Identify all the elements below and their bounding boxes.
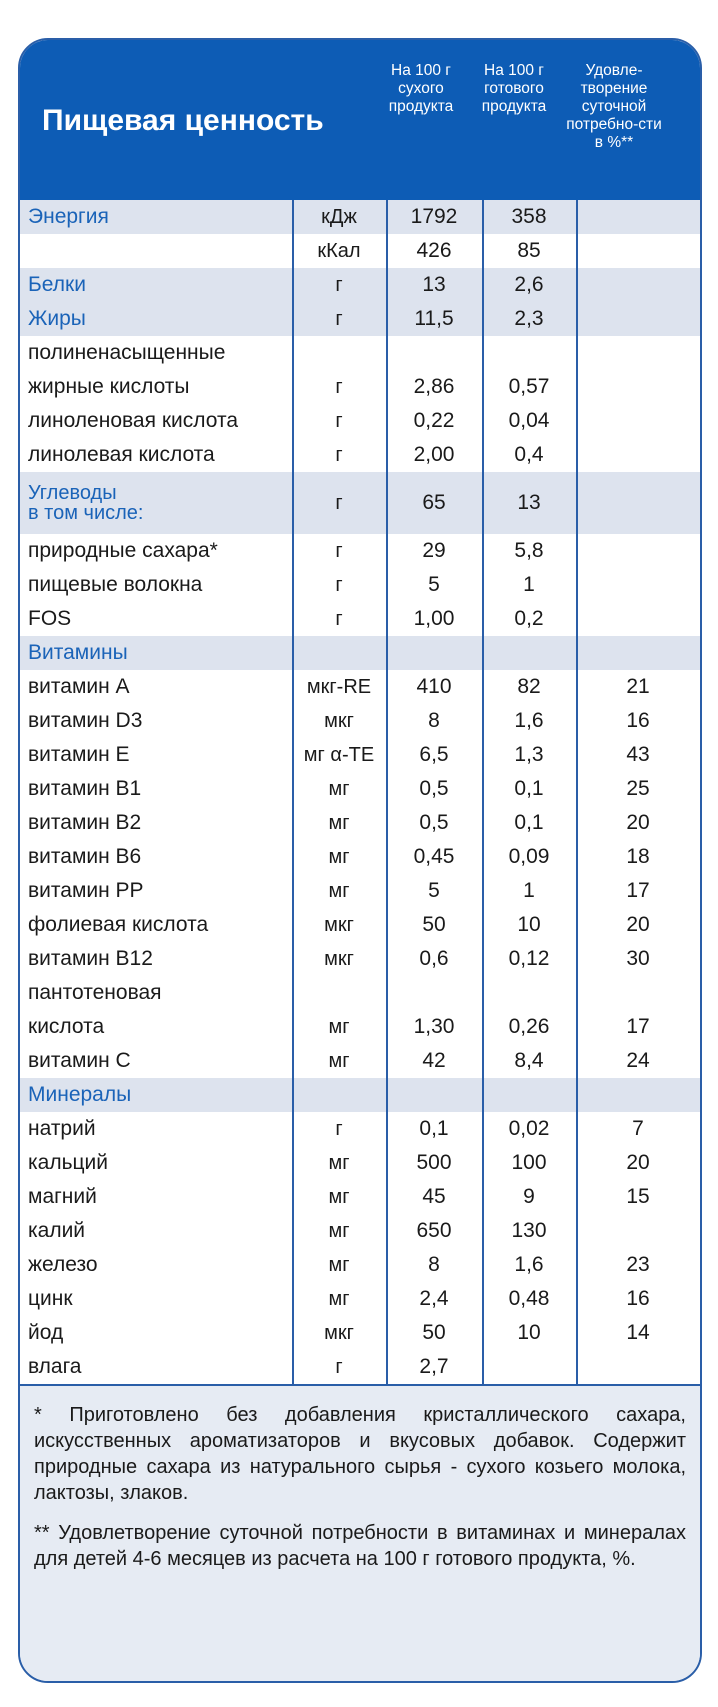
unit-cell: мкг [324, 947, 354, 970]
daily-pct-cell [576, 438, 700, 472]
column-header-ready: На 100 г готового продукта [481, 62, 547, 115]
dry-value-cell: 1,30 [413, 1015, 455, 1038]
nutrient-name: Минералы [28, 1083, 132, 1106]
ready-value-cell: 82 [517, 675, 541, 698]
ready-value-cell: 9 [523, 1185, 535, 1208]
nutrient-name: фолиевая кислота [28, 913, 209, 936]
dry-value-cell: 650 [416, 1219, 452, 1242]
nutrition-table [20, 200, 700, 1384]
daily-pct-cell: 23 [626, 1253, 650, 1276]
dry-value-cell: 50 [422, 1321, 446, 1344]
dry-value-cell: 410 [416, 675, 452, 698]
nutrient-name: натрий [28, 1117, 96, 1140]
nutrient-name: кислота [28, 1015, 105, 1038]
daily-pct-cell [576, 602, 700, 636]
dry-value-cell [386, 636, 482, 670]
column-header-daily-pct: Удовле-творение суточной потребно-сти в %** [566, 62, 662, 151]
daily-pct-cell [576, 568, 700, 602]
dry-value-cell: 5 [428, 573, 440, 596]
table-row [20, 874, 700, 908]
unit-cell [292, 336, 386, 370]
daily-pct-cell: 17 [626, 1015, 650, 1038]
unit-cell: мг [328, 1151, 350, 1174]
nutrient-name [20, 472, 292, 534]
daily-pct-cell: 24 [626, 1049, 650, 1072]
ready-value-cell: 0,04 [508, 409, 550, 432]
ready-value-cell: 85 [517, 239, 541, 262]
ready-value-cell: 2,3 [514, 307, 544, 330]
ready-value-cell: 0,2 [514, 607, 544, 630]
daily-pct-cell [576, 268, 700, 302]
nutrient-name: пантотеновая [28, 981, 162, 1004]
table-row [20, 268, 700, 302]
nutrient-name: влага [28, 1355, 82, 1378]
unit-cell: мкг [324, 709, 354, 732]
ready-value-cell [482, 1350, 576, 1384]
daily-pct-cell [576, 976, 700, 1010]
table-row [20, 602, 700, 636]
daily-pct-cell: 21 [626, 675, 650, 698]
nutrient-name: Энергия [28, 205, 109, 228]
table-row [20, 670, 700, 704]
nutrient-name: Жиры [28, 307, 86, 330]
nutrient-name: природные сахара* [28, 539, 218, 562]
table-row [20, 636, 700, 670]
unit-cell [292, 636, 386, 670]
nutrient-name [20, 234, 292, 268]
dry-value-cell [386, 976, 482, 1010]
nutrient-name: витамин В2 [28, 811, 142, 834]
daily-pct-cell: 20 [626, 811, 650, 834]
unit-cell [292, 976, 386, 1010]
ready-value-cell: 0,12 [508, 947, 550, 970]
unit-cell: мг [328, 879, 350, 902]
dry-value-cell: 2,86 [413, 375, 455, 398]
dry-value-cell: 5 [428, 879, 440, 902]
unit-cell: г [335, 1117, 343, 1140]
dry-value-cell: 0,6 [419, 947, 449, 970]
table-row [20, 1010, 700, 1044]
nutrient-name: полиненасыщенные [28, 341, 226, 364]
daily-pct-cell: 14 [626, 1321, 650, 1344]
dry-value-cell: 2,4 [419, 1287, 449, 1310]
nutrient-name: витамин В12 [28, 947, 153, 970]
dry-value-cell: 1,00 [413, 607, 455, 630]
table-row [20, 738, 700, 772]
unit-cell: мг [328, 845, 350, 868]
unit-cell: г [335, 491, 343, 514]
dry-value-cell: 8 [428, 1253, 440, 1276]
unit-cell: г [335, 573, 343, 596]
dry-value-cell: 426 [416, 239, 452, 262]
unit-cell: г [335, 607, 343, 630]
table-row [20, 568, 700, 602]
nutrient-name: витамин Е [28, 743, 130, 766]
unit-cell: г [335, 1355, 343, 1378]
nutrient-name: жирные кислоты [28, 375, 190, 398]
table-row [20, 404, 700, 438]
nutrient-name: витамин В1 [28, 777, 142, 800]
table-row [20, 942, 700, 976]
dry-value-cell: 0,5 [419, 777, 449, 800]
daily-pct-cell: 7 [632, 1117, 644, 1140]
unit-cell: мкг-RE [306, 675, 372, 698]
dry-value-cell: 0,22 [413, 409, 455, 432]
unit-cell: мг α-TE [303, 743, 375, 766]
nutrient-name: FOS [28, 607, 72, 630]
table-title: Пищевая ценность [42, 104, 324, 137]
table-header [20, 40, 700, 200]
unit-cell: г [335, 273, 343, 296]
ready-value-cell: 130 [511, 1219, 547, 1242]
daily-pct-cell [576, 472, 700, 534]
column-header-dry: На 100 г сухого продукта [388, 62, 454, 115]
nutrient-name-line1: Углеводы [28, 482, 117, 504]
daily-pct-cell: 20 [626, 1151, 650, 1174]
nutrient-name: железо [28, 1253, 98, 1276]
unit-cell: мкг [324, 1321, 354, 1344]
table-row [20, 1350, 700, 1384]
daily-pct-cell [576, 302, 700, 336]
dry-value-cell: 8 [428, 709, 440, 732]
daily-pct-cell: 30 [626, 947, 650, 970]
table-row [20, 840, 700, 874]
table-row [20, 370, 700, 404]
table-row [20, 1316, 700, 1350]
dry-value-cell: 0,1 [419, 1117, 449, 1140]
ready-value-cell: 1 [523, 879, 535, 902]
unit-cell: г [335, 443, 343, 466]
dry-value-cell: 0,45 [413, 845, 455, 868]
ready-value-cell: 5,8 [514, 539, 544, 562]
table-row [20, 1044, 700, 1078]
unit-cell: кДж [321, 205, 357, 228]
ready-value-cell: 0,48 [508, 1287, 550, 1310]
table-row [20, 1078, 700, 1112]
dry-value-cell: 11,5 [414, 307, 454, 330]
table-row [20, 200, 700, 234]
nutrient-name: йод [28, 1321, 64, 1344]
nutrient-name: Белки [28, 273, 86, 296]
nutrient-name: Витамины [28, 641, 128, 664]
dry-value-cell: 42 [422, 1049, 446, 1072]
dry-value-cell: 500 [416, 1151, 452, 1174]
ready-value-cell: 0,57 [508, 375, 550, 398]
table-row [20, 806, 700, 840]
dry-value-cell: 13 [422, 273, 446, 296]
column-divider [482, 200, 484, 1384]
column-divider [292, 200, 294, 1384]
table-row [20, 302, 700, 336]
unit-cell [292, 1078, 386, 1112]
unit-cell: мг [328, 811, 350, 834]
unit-cell: мг [328, 1287, 350, 1310]
dry-value-cell: 50 [422, 913, 446, 936]
ready-value-cell: 8,4 [514, 1049, 544, 1072]
ready-value-cell [482, 1078, 576, 1112]
nutrient-name: линолевая кислота [28, 443, 215, 466]
nutrient-name: витамин В6 [28, 845, 142, 868]
nutrient-name: линоленовая кислота [28, 409, 238, 432]
unit-cell: мг [328, 777, 350, 800]
ready-value-cell: 0,09 [508, 845, 550, 868]
unit-cell: мг [328, 1253, 350, 1276]
footnote-2: ** Удовлетворение суточной потребности в витаминах и минералах для детей 4-6 месяцев из расчета на 100 г готового продукта, %. [34, 1522, 686, 1570]
daily-pct-cell: 17 [626, 879, 650, 902]
ready-value-cell: 2,6 [514, 273, 544, 296]
ready-value-cell: 0,1 [514, 777, 544, 800]
ready-value-cell: 358 [511, 205, 547, 228]
daily-pct-cell [576, 200, 700, 234]
dry-value-cell [386, 1078, 482, 1112]
nutrient-name: витамин РР [28, 879, 144, 902]
daily-pct-cell [576, 370, 700, 404]
table-row [20, 908, 700, 942]
ready-value-cell [482, 336, 576, 370]
unit-cell: г [335, 539, 343, 562]
daily-pct-cell: 16 [626, 709, 650, 732]
daily-pct-cell: 16 [626, 1287, 650, 1310]
ready-value-cell: 1,6 [514, 1253, 544, 1276]
unit-cell: г [335, 307, 343, 330]
daily-pct-cell [576, 1214, 700, 1248]
ready-value-cell [482, 976, 576, 1010]
table-row [20, 772, 700, 806]
daily-pct-cell [576, 1078, 700, 1112]
daily-pct-cell [576, 636, 700, 670]
daily-pct-cell: 43 [626, 743, 650, 766]
unit-cell: мг [328, 1185, 350, 1208]
table-row [20, 1214, 700, 1248]
unit-cell: мг [328, 1219, 350, 1242]
ready-value-cell: 1,3 [514, 743, 544, 766]
daily-pct-cell: 18 [626, 845, 650, 868]
nutrient-name: цинк [28, 1287, 73, 1310]
ready-value-cell: 0,1 [514, 811, 544, 834]
unit-cell: мкг [324, 913, 354, 936]
daily-pct-cell: 20 [626, 913, 650, 936]
ready-value-cell: 10 [517, 913, 541, 936]
ready-value-cell: 13 [517, 491, 541, 514]
table-row [20, 472, 700, 534]
dry-value-cell: 6,5 [419, 743, 449, 766]
dry-value-cell [386, 336, 482, 370]
nutrient-name: магний [28, 1185, 97, 1208]
table-row [20, 534, 700, 568]
ready-value-cell: 1,6 [514, 709, 544, 732]
daily-pct-cell [576, 534, 700, 568]
table-row [20, 1146, 700, 1180]
nutrient-name: калий [28, 1219, 86, 1242]
table-row [20, 1282, 700, 1316]
nutrition-card [18, 38, 702, 1683]
column-divider [576, 200, 578, 1384]
table-row [20, 1180, 700, 1214]
ready-value-cell: 10 [517, 1321, 541, 1344]
ready-value-cell [482, 636, 576, 670]
unit-cell: кКал [317, 239, 361, 262]
dry-value-cell: 29 [422, 539, 446, 562]
daily-pct-cell: 25 [626, 777, 650, 800]
daily-pct-cell [576, 404, 700, 438]
daily-pct-cell [576, 336, 700, 370]
table-row [20, 336, 700, 370]
unit-cell: г [335, 409, 343, 432]
dry-value-cell: 2,7 [419, 1355, 449, 1378]
footnotes [20, 1386, 700, 1683]
unit-cell: г [335, 375, 343, 398]
dry-value-cell: 0,5 [419, 811, 449, 834]
daily-pct-cell: 15 [626, 1185, 650, 1208]
ready-value-cell: 0,26 [508, 1015, 550, 1038]
nutrient-name: витамин D3 [28, 709, 143, 732]
ready-value-cell: 0,02 [508, 1117, 550, 1140]
dry-value-cell: 1792 [410, 205, 458, 228]
table-row [20, 1248, 700, 1282]
ready-value-cell: 1 [523, 573, 535, 596]
footnote-1: * Приготовлено без добавления кристаллического сахара, искусственных ароматизаторов и вкусовых добавок. Содержит природные сахара из натурального сырья - сухого козьего молока, лактозы, злаков. [34, 1404, 686, 1504]
dry-value-cell: 65 [422, 491, 446, 514]
daily-pct-cell [576, 1350, 700, 1384]
nutrient-name: витамин А [28, 675, 130, 698]
nutrient-name-line2: в том числе: [28, 502, 144, 524]
table-row [20, 234, 700, 268]
table-row [20, 976, 700, 1010]
nutrient-name: витамин С [28, 1049, 131, 1072]
column-divider [386, 200, 388, 1384]
nutrient-name: кальций [28, 1151, 109, 1174]
unit-cell: мг [328, 1015, 350, 1038]
ready-value-cell: 100 [511, 1151, 547, 1174]
ready-value-cell: 0,4 [514, 443, 544, 466]
nutrient-name: пищевые волокна [28, 573, 203, 596]
dry-value-cell: 45 [422, 1185, 446, 1208]
table-row [20, 438, 700, 472]
table-row [20, 1112, 700, 1146]
dry-value-cell: 2,00 [413, 443, 455, 466]
table-row [20, 704, 700, 738]
unit-cell: мг [328, 1049, 350, 1072]
daily-pct-cell [576, 234, 700, 268]
